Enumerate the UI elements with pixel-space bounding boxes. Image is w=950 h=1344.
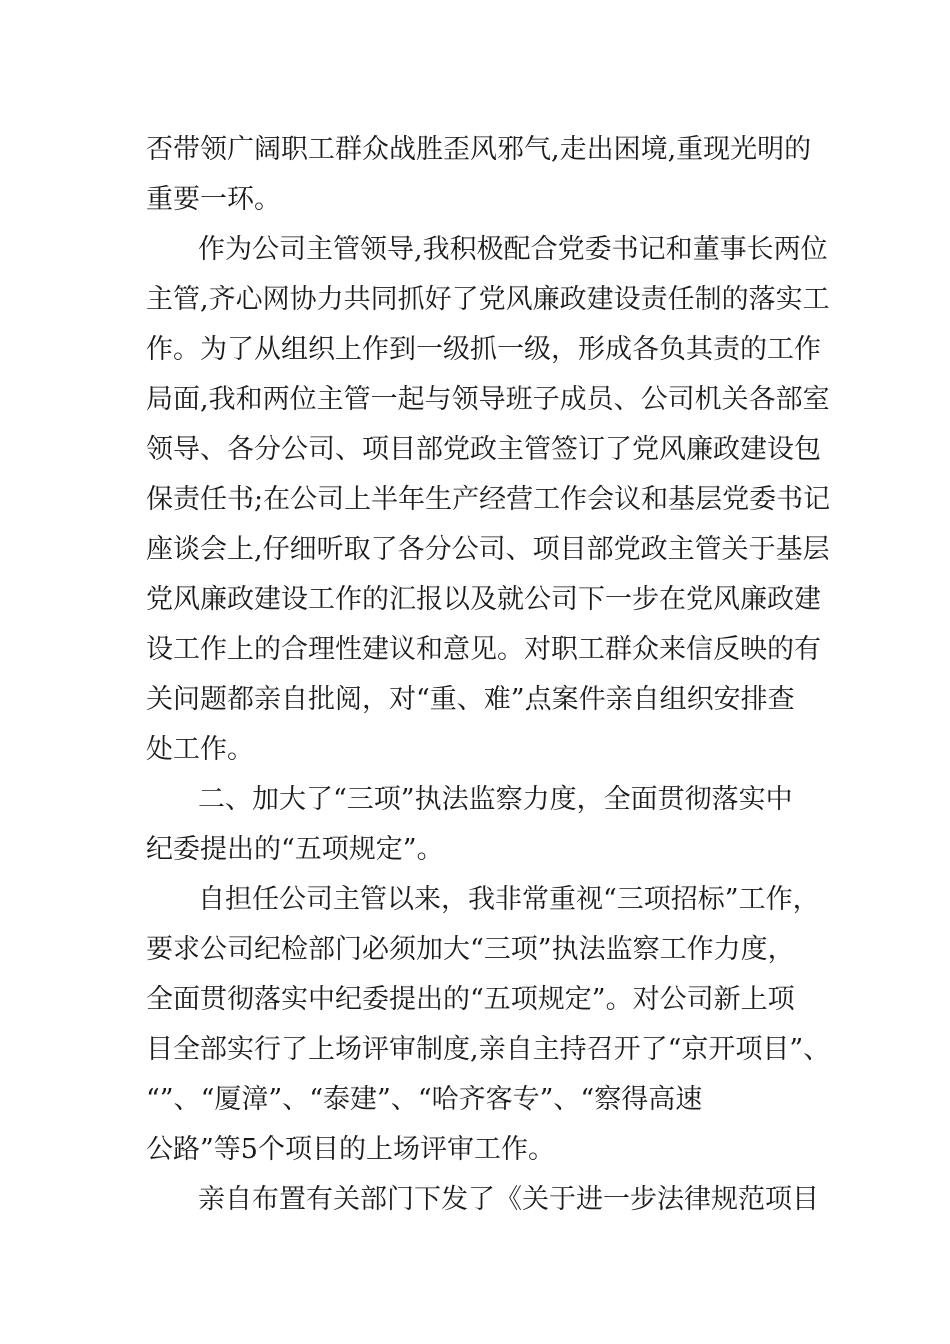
text-line: 局面,我和两位主管一起与领导班子成员、公司机关各部室 [146,384,830,415]
text-line: 目全部实行了上场评审制度,亲自主持召开了“京开项目”、 [146,1034,831,1065]
section-heading-line: 二、加大了“三项”执法监察力度，全面贯彻落实中 [198,784,793,815]
text-line: 领导、各分公司、项目部党政主管签订了党风廉政建设包 [146,434,821,465]
text-line: 重要一环。 [146,184,281,215]
text-line: 公路”等5个项目的上场评审工作。 [146,1134,555,1165]
paragraph-start-line: 亲自布置有关部门下发了《关于进一步法律规范项目 [198,1184,819,1215]
text-line: 党风廉政建设工作的汇报以及就公司下一步在党风廉政建 [146,584,821,615]
section-heading-line: 纪委提出的“五项规定”。 [146,834,444,865]
text-line: 作。为了从组织上作到一级抓一级，形成各负其责的工作 [146,334,821,365]
text-line: “”、“厦漳”、“泰建”、“哈齐客专”、“察得高速 [146,1084,703,1115]
paragraph-start-line: 自担任公司主管以来，我非常重视“三项招标”工作， [198,884,820,915]
text-line: 主管,齐心网协力共同抓好了党风廉政建设责任制的落实工 [146,284,830,315]
text-line: 设工作上的合理性建议和意见。对职工群众来信反映的有 [146,634,821,665]
text-line: 要求公司纪检部门必须加大“三项”执法监察工作力度， [146,934,795,965]
text-line: 关问题都亲自批阅，对“重、难”点案件亲自组织安排查 [146,684,795,715]
text-line: 处工作。 [146,734,254,765]
text-line: 座谈会上,仔细听取了各分公司、项目部党政主管关于基层 [146,534,830,565]
text-line: 否带领广阔职工群众战胜歪风邪气,走出困境,重现光明的 [146,134,812,165]
text-line: 全面贯彻落实中纪委提出的“五项规定”。对公司新上项 [146,984,795,1015]
paragraph-start-line: 作为公司主管领导,我积极配合党委书记和董事长两位 [198,234,828,265]
text-line: 保责任书;在公司上半年生产经营工作会议和基层党委书记 [146,484,831,515]
